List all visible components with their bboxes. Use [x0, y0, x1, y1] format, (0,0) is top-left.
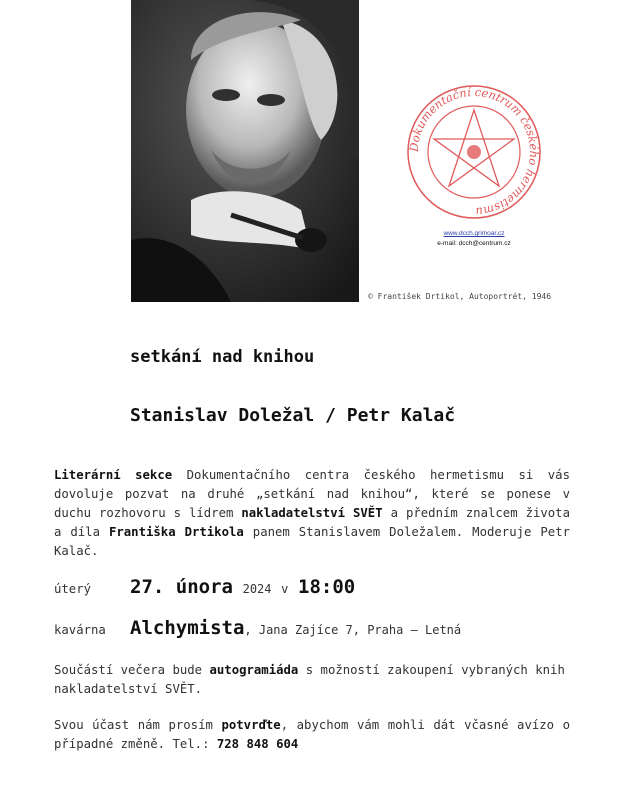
- event-venue: [54, 617, 461, 639]
- event-datetime: úterý 27. února 2024 v 18:00: [54, 576, 356, 598]
- venue-label: kavárna: [54, 623, 106, 637]
- venue-address: , Jana Zajíce 7, Praha – Letná: [244, 623, 462, 637]
- venue-name: Alchymista: [130, 617, 245, 639]
- event-speakers: Stanislav Doležal / Petr Kalač: [130, 405, 456, 426]
- day-label: úterý: [54, 582, 92, 596]
- autograph-paragraph: Součástí večera bude autogramiáda s možností zakoupení vybraných knih nakladatelství SVĚT.: [54, 663, 565, 696]
- dcch-seal-logo: [404, 82, 544, 222]
- photo-credit: © František Drtikol, Autoportrét, 1946: [368, 292, 552, 301]
- seal-text: Dokumentační centrum českého hermetismu: [406, 84, 542, 220]
- website-link[interactable]: www.dcch.grimoar.cz: [443, 230, 505, 237]
- invitation-paragraph: Literární sekce Dokumentačního centra českého hermetismu si vás dovoluje pozvat na druhé „setkání nad knihou“, které se ponese v duchu rozhovoru s lídrem nakladatelství SVĚT a předním znalcem života a díla Františka Drtikola panem Stanislavem Doležalem. Moderuje Petr Kalač.: [54, 468, 570, 558]
- event-title: setkání nad knihou: [130, 347, 315, 367]
- event-date: 27. února: [130, 576, 233, 598]
- rsvp-paragraph: Svou účast nám prosím potvrďte, abychom vám mohli dát včasné avízo o případné změně. Tel.: 728 848 604: [54, 718, 571, 751]
- event-time: 18:00: [298, 576, 356, 598]
- portrait-photo: [131, 0, 359, 302]
- email-line: e-mail: dcch@centrum.cz: [437, 240, 511, 247]
- event-year: 2024: [242, 582, 272, 596]
- phone-number: 728 848 604: [216, 737, 299, 751]
- contact-links: [404, 229, 544, 249]
